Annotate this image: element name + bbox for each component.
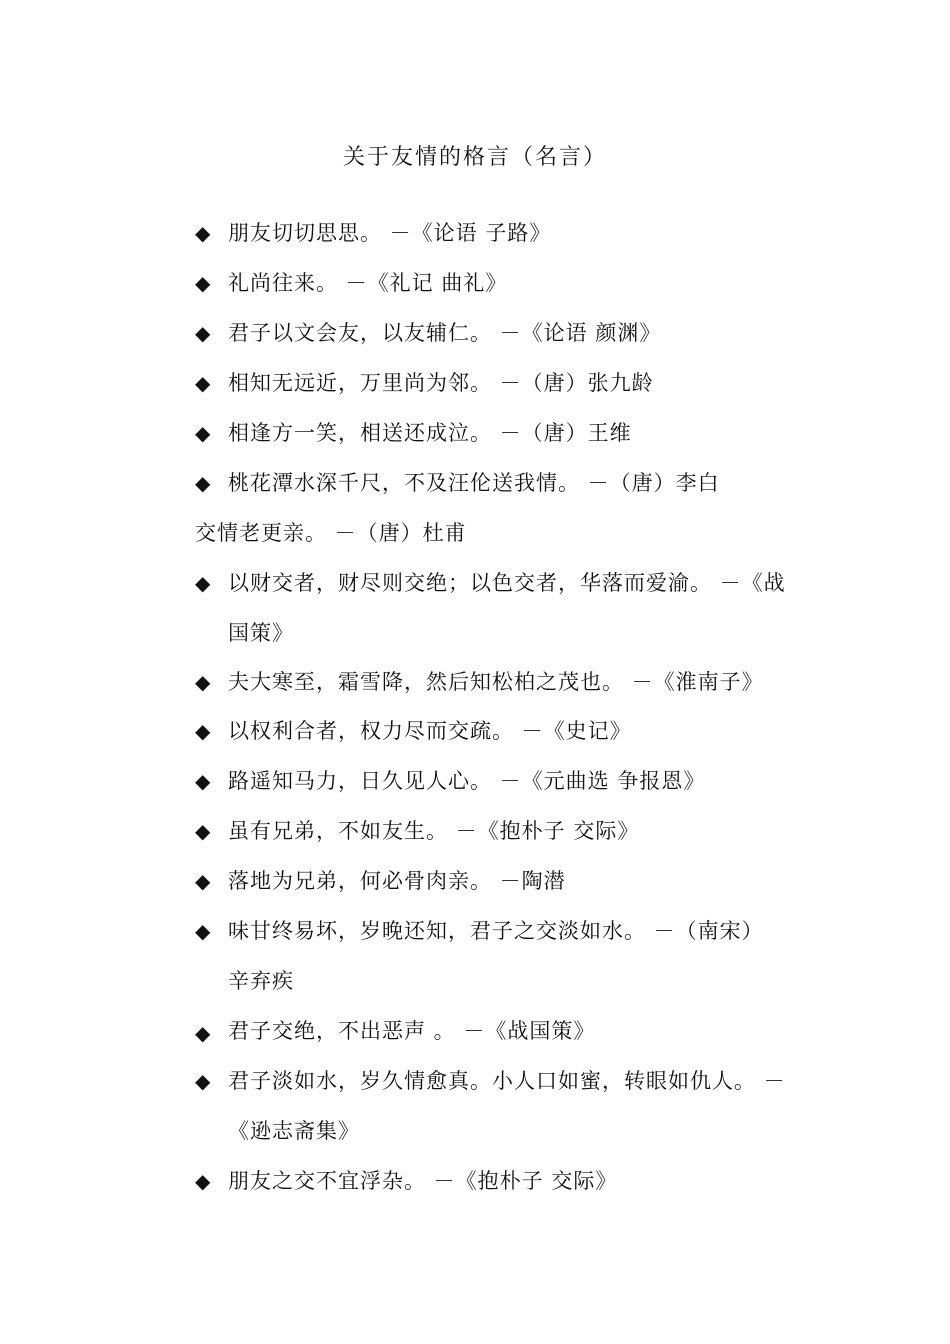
bullet-icon: ◆	[195, 769, 211, 793]
quote-line: 味甘终易坏，岁晚还知，君子之交淡如水。 －（南宋）	[228, 919, 764, 943]
quote-line: 路遥知马力，日久见人心。 －《元曲选 争报恩》	[228, 769, 706, 793]
bullet-icon: ◆	[195, 1169, 211, 1193]
page-title: 关于友情的格言（名言）	[342, 145, 607, 170]
bullet-icon: ◆	[195, 1069, 211, 1093]
bullet-icon: ◆	[195, 421, 211, 445]
quote-line: 虽有兄弟，不如友生。 －《抱朴子 交际》	[228, 819, 640, 843]
bullet-icon: ◆	[195, 221, 211, 245]
bullet-icon: ◆	[195, 371, 211, 395]
quote-line: 君子以文会友，以友辅仁。 －《论语 颜渊》	[228, 321, 662, 345]
bullet-icon: ◆	[195, 719, 211, 743]
quote-line: 夫大寒至，霜雪降，然后知松柏之茂也。 －《淮南子》	[228, 670, 764, 694]
quote-line: 君子淡如水，岁久情愈真。小人口如蜜，转眼如仇人。 －	[228, 1069, 786, 1093]
bullet-icon: ◆	[195, 670, 211, 694]
bullet-icon: ◆	[195, 919, 211, 943]
bullet-icon: ◆	[195, 819, 211, 843]
bullet-icon: ◆	[195, 271, 211, 295]
quote-line: 相知无远近，万里尚为邻。 －（唐）张九龄	[228, 371, 654, 395]
quote-line: 礼尚往来。 －《礼记 曲礼》	[228, 271, 508, 295]
quote-line: 以财交者，财尽则交绝；以色交者，华落而爱渝。 －《战	[228, 571, 786, 595]
bullet-icon: ◆	[195, 321, 211, 345]
bullet-icon: ◆	[195, 869, 211, 893]
bullet-icon: ◆	[195, 471, 211, 495]
quote-line: 桃花潭水深千尺，不及汪伦送我情。 －（唐）李白	[228, 471, 720, 495]
quote-line: 朋友之交不宜浮杂。 －《抱朴子 交际》	[228, 1169, 618, 1193]
bullet-icon: ◆	[195, 1021, 211, 1045]
quote-line: 落地为兄弟，何必骨肉亲。 －陶潜	[228, 869, 566, 893]
quote-line-continuation: 国策》	[228, 621, 294, 645]
quote-line: 君子交绝，不出恶声 。 －《战国策》	[228, 1019, 596, 1043]
quote-line-continuation: 辛弃疾	[228, 969, 294, 993]
quote-line: 以权利合者，权力尽而交疏。 －《史记》	[228, 719, 632, 743]
quote-line: 相逢方一笑，相送还成泣。 －（唐）王维	[228, 421, 632, 445]
quote-line: 交情老更亲。 －（唐）杜甫	[195, 521, 467, 545]
bullet-icon: ◆	[195, 571, 211, 595]
quote-line: 朋友切切思思。 －《论语 子路》	[228, 221, 552, 245]
quote-line-continuation: 《逊志斋集》	[228, 1119, 360, 1143]
